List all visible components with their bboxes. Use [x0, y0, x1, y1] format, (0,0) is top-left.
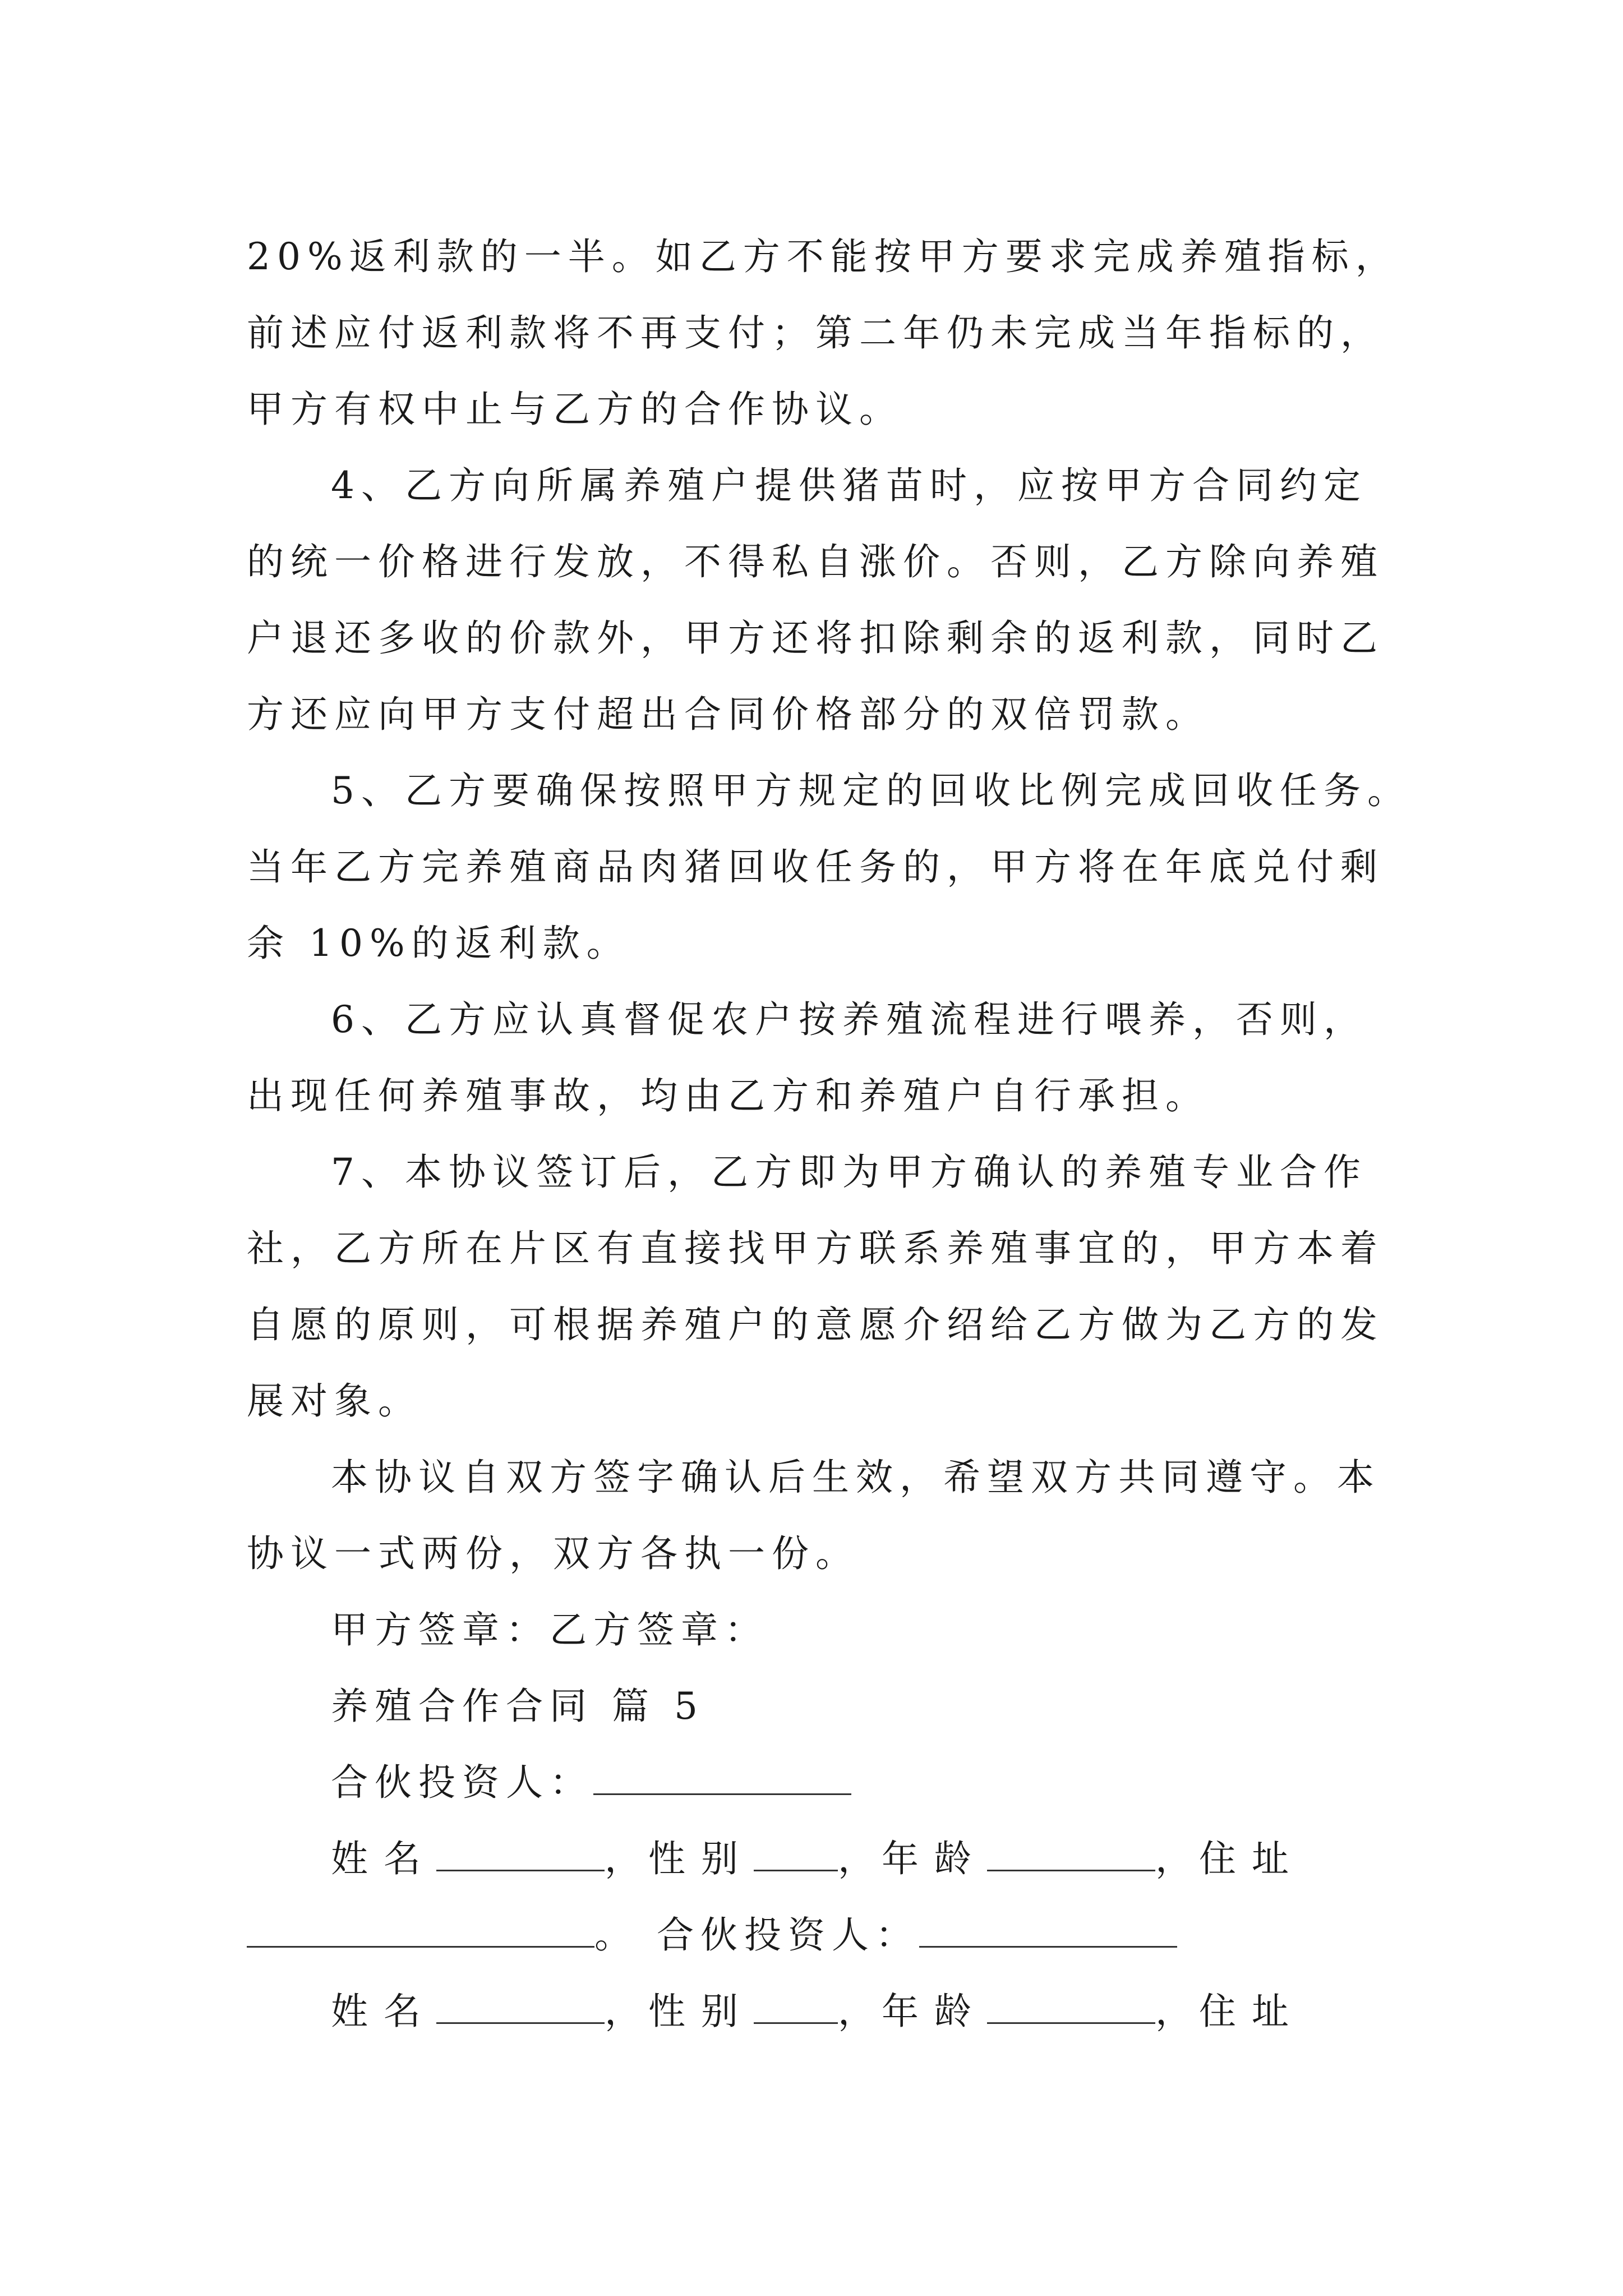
comma: ，	[838, 1990, 882, 2033]
text-line: 展对象。	[247, 1379, 422, 1423]
investor-blank	[593, 1771, 851, 1795]
clause-5-start: 5、乙方要确保按照甲方规定的回收比例完成回收任务。	[331, 769, 1411, 812]
comma: ，	[1155, 1990, 1199, 2033]
person-fields-line	[247, 1821, 1391, 1897]
age-label: 年龄	[882, 1837, 987, 1880]
clause-4-start: 4、乙方向所属养殖户提供猪苗时，应按甲方合同约定	[331, 464, 1367, 507]
comma: ，	[605, 1837, 648, 1880]
signature-line: 甲方签章：乙方签章：	[331, 1608, 768, 1651]
text-line: 当年乙方完养殖商品肉猪回收任务的，甲方将在年底兑付剩	[247, 845, 1384, 889]
text-line: 户退还多收的价款外，甲方还将扣除剩余的返利款，同时乙	[247, 616, 1384, 660]
address-label: 住址	[1199, 1837, 1304, 1880]
person-fields-line	[247, 1973, 1391, 2050]
comma: ，	[605, 1990, 648, 2033]
text-line: 出现任何养殖事故，均由乙方和养殖户自行承担。	[247, 1074, 1209, 1117]
name-blank	[436, 2000, 605, 2024]
age-label: 年龄	[882, 1990, 987, 2033]
investor-label: 合伙投资人：	[331, 1761, 593, 1804]
gender-blank	[754, 1847, 838, 1871]
text-line: 的统一价格进行发放，不得私自涨价。否则，乙方除向养殖	[247, 540, 1384, 583]
section-heading: 养殖合作合同 篇 5	[331, 1685, 704, 1728]
text-line: 前述应付返利款将不再支付；第二年仍未完成当年指标的，	[247, 311, 1384, 355]
name-label: 姓名	[331, 1837, 436, 1880]
age-blank	[987, 2000, 1155, 2024]
text-line: 方还应向甲方支付超出合同价格部分的双倍罚款。	[247, 693, 1209, 736]
age-blank	[987, 1847, 1155, 1871]
gender-blank	[754, 2000, 838, 2024]
text-line: 20%返利款的一半。如乙方不能按甲方要求完成养殖指标，	[247, 235, 1399, 278]
investor-blank	[919, 1924, 1177, 1948]
comma: ，	[1155, 1837, 1199, 1880]
period: 。	[594, 1913, 638, 1957]
address-blank	[247, 1924, 594, 1948]
text-line: 自愿的原则，可根据养殖户的意愿介绍给乙方做为乙方的发	[247, 1303, 1384, 1346]
investor-label: 合伙投资人：	[656, 1913, 919, 1957]
investor-line	[247, 1745, 1391, 1821]
gender-label: 性别	[648, 1837, 754, 1880]
address-investor-line	[247, 1897, 1391, 1973]
text-line: 余 10%的返利款。	[247, 922, 630, 965]
clause-7-start: 7、本协议签订后，乙方即为甲方确认的养殖专业合作	[331, 1151, 1367, 1194]
document-body	[247, 219, 1411, 2050]
text-line: 协议一式两份，双方各执一份。	[247, 1532, 859, 1575]
name-label: 姓名	[331, 1990, 436, 2033]
gender-label: 性别	[648, 1990, 754, 2033]
name-blank	[436, 1847, 605, 1871]
clause-6-start: 6、乙方应认真督促农户按养殖流程进行喂养，否则，	[331, 998, 1367, 1041]
text-line: 社，乙方所在片区有直接找甲方联系养殖事宜的，甲方本着	[247, 1227, 1384, 1270]
effect-paragraph-start: 本协议自双方签字确认后生效，希望双方共同遵守。本	[331, 1456, 1381, 1499]
text-line: 甲方有权中止与乙方的合作协议。	[247, 388, 903, 431]
comma: ，	[838, 1837, 882, 1880]
address-label: 住址	[1199, 1990, 1304, 2033]
